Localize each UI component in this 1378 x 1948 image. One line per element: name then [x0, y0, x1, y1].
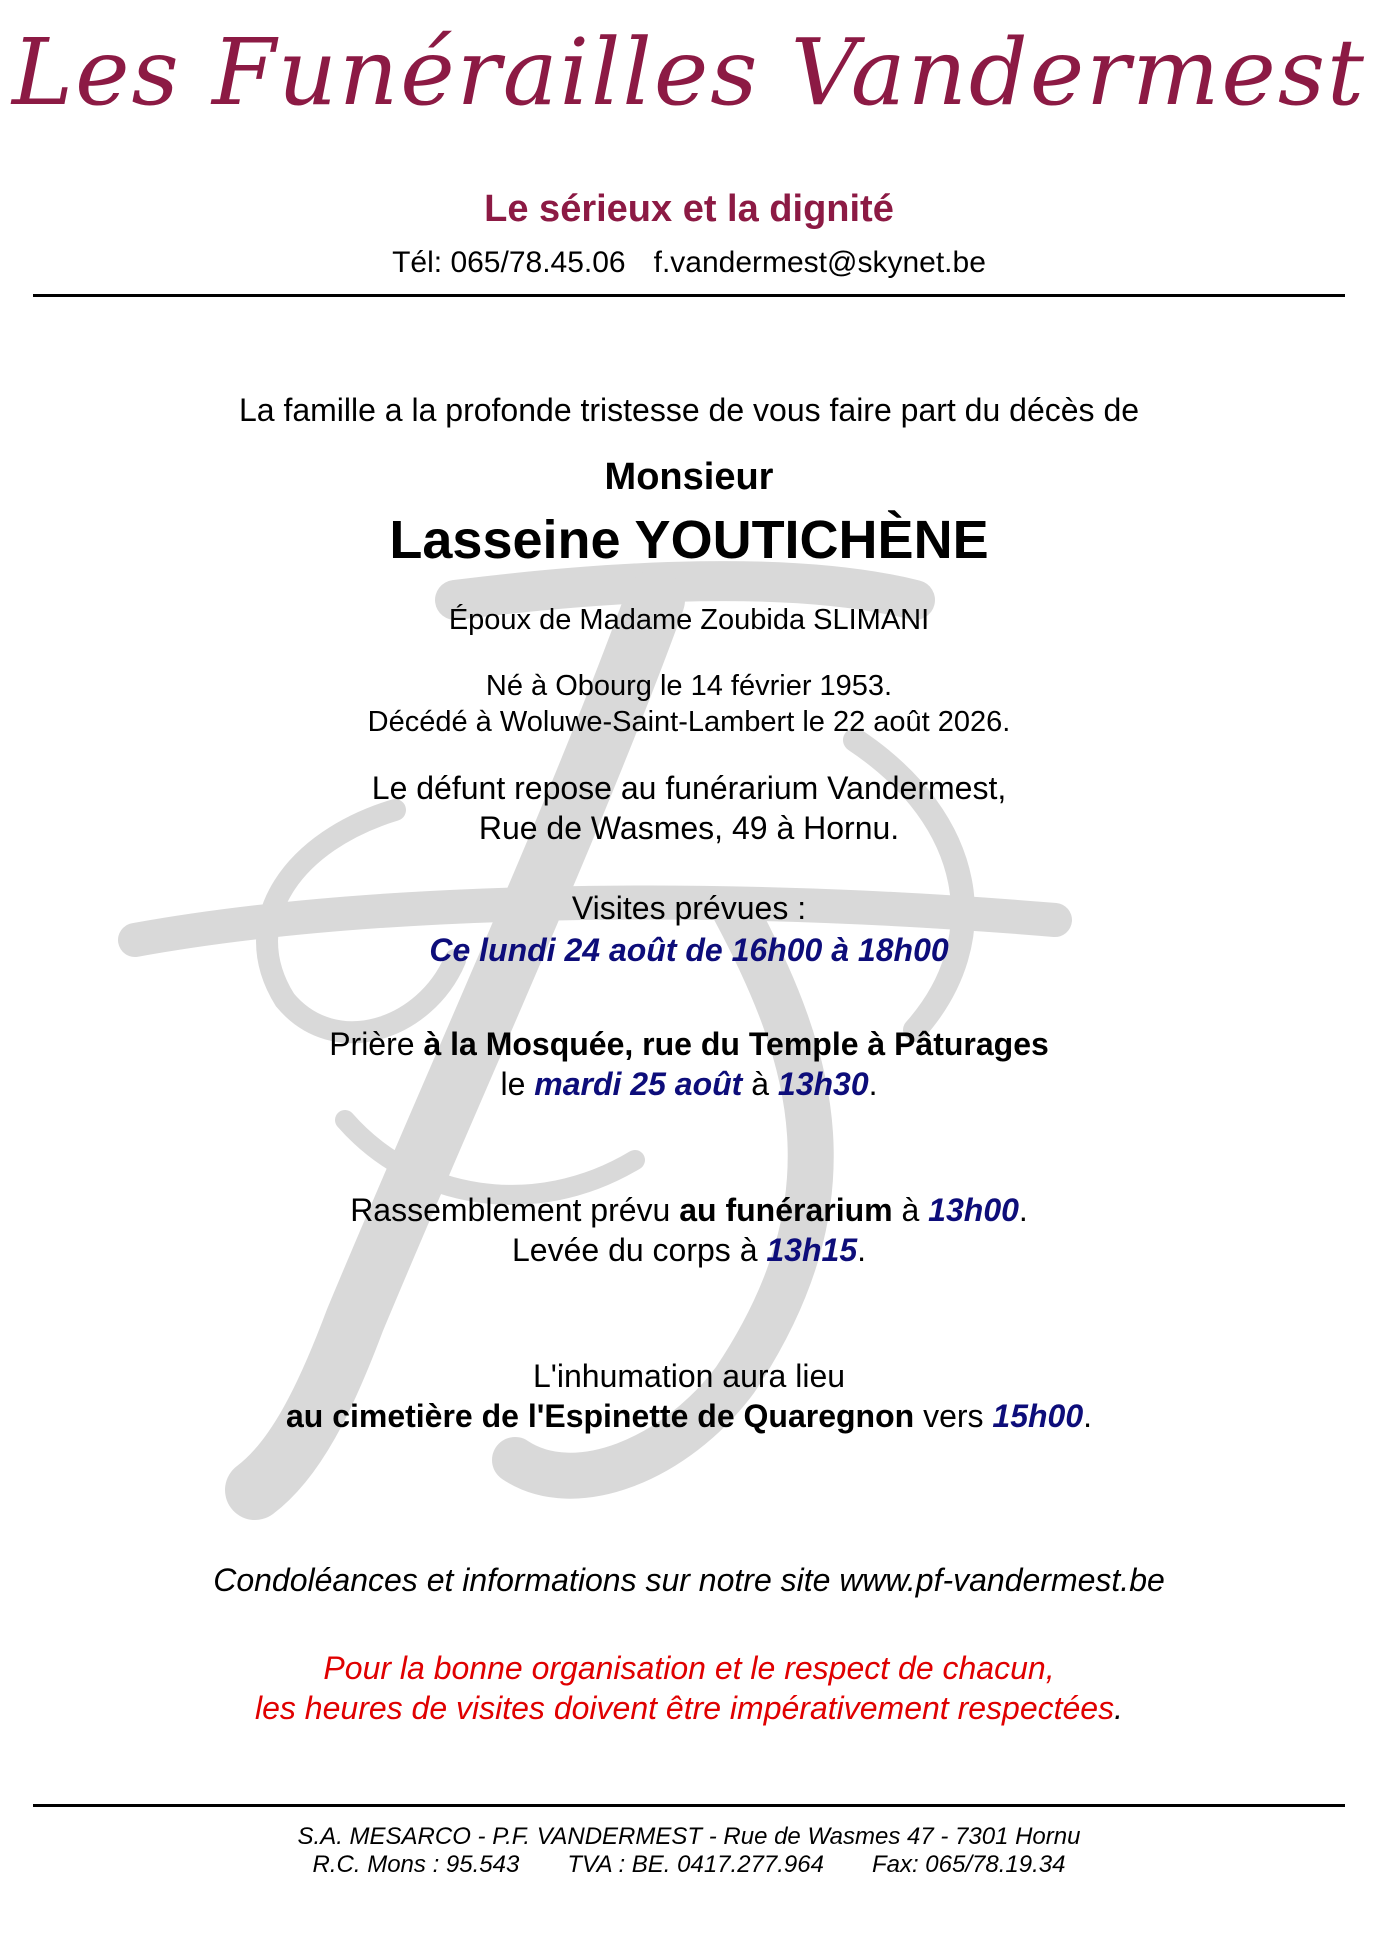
phone-number: Tél: 065/78.45.06 [392, 246, 626, 279]
brand-title: Les Funérailles Vandermest [11, 19, 1367, 126]
prayer-line [0, 1024, 1378, 1064]
burial-place: au cimetière de l'Espinette de Quaregnon [285, 1398, 915, 1434]
rest-line-2: Rue de Wasmes, 49 à Hornu. [478, 810, 900, 846]
birth-line: Né à Obourg le 14 février 1953. [485, 670, 893, 702]
prayer-le: le [500, 1066, 535, 1102]
levee-period: . [857, 1232, 866, 1268]
visits-time: Ce lundi 24 août de 16h00 à 18h00 [429, 932, 949, 968]
footer-rc: R.C. Mons : 95.543 [312, 1851, 520, 1878]
gathering-place: au funérarium [679, 1192, 893, 1228]
prayer-prefix: Prière [329, 1026, 424, 1062]
visits-label: Visites prévues : [571, 890, 807, 926]
warning-line-1: Pour la bonne organisation et le respect de chacun, [323, 1650, 1055, 1686]
prayer-place: à la Mosquée, rue du Temple à Pâturages [423, 1026, 1049, 1062]
prayer-date: mardi 25 août [534, 1066, 743, 1102]
warning-line-2 [0, 1688, 1378, 1728]
footer-divider [33, 1804, 1345, 1807]
gathering-line [0, 1190, 1378, 1230]
gathering-prefix: Rassemblement prévu [350, 1192, 680, 1228]
footer-line-2 [0, 1851, 1378, 1879]
gathering-a: à [892, 1192, 929, 1228]
rest-line-1: Le défunt repose au funérarium Vandermest, [371, 770, 1007, 806]
deceased-name: Lasseine YOUTICHÈNE [389, 510, 989, 570]
gathering-time: 13h00 [928, 1192, 1019, 1228]
death-line: Décédé à Woluwe-Saint-Lambert le 22 août 2026. [367, 706, 1011, 738]
email-address[interactable]: f.vandermest@skynet.be [653, 246, 986, 279]
prayer-a: à [742, 1066, 778, 1102]
levee-prefix: Levée du corps à [511, 1232, 767, 1268]
prayer-time: 13h30 [777, 1066, 869, 1102]
burial-time: 15h00 [992, 1398, 1084, 1434]
burial-line-2 [0, 1396, 1378, 1436]
slogan: Le sérieux et la dignité [484, 188, 894, 230]
warning-text: les heures de visites doivent être impérativement respectées [255, 1690, 1115, 1726]
prayer-period: . [868, 1066, 878, 1102]
gathering-period: . [1018, 1192, 1028, 1228]
footer-tva: TVA : BE. 0417.277.964 [567, 1851, 824, 1878]
header-divider [33, 294, 1345, 297]
footer-fax: Fax: 065/78.19.34 [871, 1851, 1066, 1878]
condolences-line[interactable]: Condoléances et informations sur notre site www.pf-vandermest.be [213, 1562, 1165, 1598]
prayer-date-line [0, 1064, 1378, 1104]
contact-line [0, 246, 1378, 280]
levee-time: 13h15 [766, 1232, 858, 1268]
intro-text: La famille a la profonde tristesse de vous faire part du décès de [238, 392, 1140, 428]
burial-period: . [1083, 1398, 1093, 1434]
warning-period: . [1114, 1690, 1123, 1726]
burial-line-1: L'inhumation aura lieu [532, 1358, 846, 1394]
deceased-title: Monsieur [604, 456, 774, 498]
footer-line-1: S.A. MESARCO - P.F. VANDERMEST - Rue de Wasmes 47 - 7301 Hornu [297, 1823, 1081, 1850]
spouse-line: Époux de Madame Zoubida SLIMANI [448, 604, 930, 636]
burial-vers: vers [914, 1398, 993, 1434]
levee-line [0, 1230, 1378, 1270]
